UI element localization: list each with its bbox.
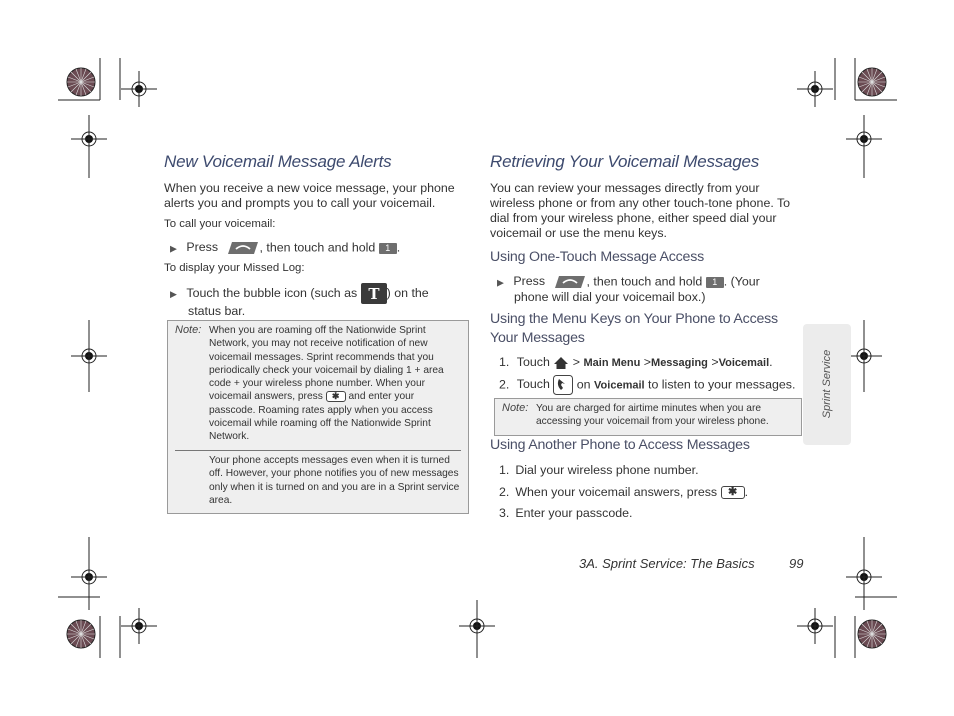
right-intro: You can review your messages directly from your wireless phone or from any other touch-tone phone. To dial from your wireless phone, either speed dial your voicemail or use the menu keys. xyxy=(490,181,791,240)
one-touch-step: ▶ Press , then touch and hold 1 . (Your phone will dial your voicemail box.) xyxy=(497,274,760,305)
right-note-box xyxy=(494,398,802,436)
footer-section: 3A. Sprint Service: The Basics xyxy=(579,556,755,571)
home-icon xyxy=(553,356,569,370)
bullet-icon: ▶ xyxy=(170,288,177,299)
voicemail-icon xyxy=(553,375,573,395)
call-voicemail-label: To call your voicemail: xyxy=(164,218,276,230)
svg-text:T: T xyxy=(368,285,380,303)
side-tab xyxy=(803,324,851,445)
menu-step-2: 2. Touch on Voicemail to listen to your messages. xyxy=(499,375,809,395)
another-step-2: 2. When your voicemail answers, press ✱ . xyxy=(499,485,749,499)
note-text: You are charged for airtime minutes when you are accessing your voicemail from your wireless phone. xyxy=(536,403,769,428)
note-label: Note: xyxy=(175,324,202,336)
another-step-1: 1. Dial your wireless phone number. xyxy=(499,463,699,477)
another-phone-heading: Using Another Phone to Access Messages xyxy=(490,437,750,453)
another-step-3: 3. Enter your passcode. xyxy=(499,506,633,520)
menu-step-1: 1. Touch > Main Menu >Messaging >Voicemail. xyxy=(499,355,773,369)
left-intro: When you receive a new voice message, your phone alerts you and prompts you to call your voicemail. xyxy=(164,181,455,210)
key-1: 1 xyxy=(379,243,397,254)
missed-log-step: ▶ Touch the bubble icon (such as T ) on the status bar. xyxy=(170,285,429,318)
bullet-icon: ▶ xyxy=(170,243,177,254)
bubble-t-icon xyxy=(361,283,387,304)
menu-keys-heading: Using the Menu Keys on Your Phone to Access Your Messages xyxy=(490,311,778,346)
key-1: 1 xyxy=(706,277,724,288)
note-label: Note: xyxy=(502,402,529,414)
left-note-box xyxy=(167,320,469,514)
star-key-icon: ✱ xyxy=(326,391,346,402)
note-divider xyxy=(175,450,461,451)
call-voicemail-step: ▶ Press , then touch and hold 1 . xyxy=(170,240,401,255)
star-key-icon: ✱ xyxy=(721,486,745,499)
missed-log-label: To display your Missed Log: xyxy=(164,262,305,274)
bullet-icon: ▶ xyxy=(497,277,504,288)
page-number: 99 xyxy=(789,556,804,571)
note-paragraph-1: When you are roaming off the Nationwide Sprint Network, you may not receive notification of new voicemail messages. Sprint recommends that you periodically check your voicemail by dialing 1 + area code + your wireless phone number. When your voicemail answers, press ✱ and enter your passcode. Roaming rates apply when you access voicemail while roaming off the Nationwide Sprint Network. xyxy=(209,325,444,443)
side-tab-label: Sprint Service xyxy=(821,349,833,419)
phone-key-icon xyxy=(222,240,260,256)
note-paragraph-2: Your phone accepts messages even when it is turned off. However, your phone notifies you of new messages only when it is turned on and you are in a Sprint service area. xyxy=(209,455,460,506)
one-touch-heading: Using One-Touch Message Access xyxy=(490,249,705,265)
right-section-title: Retrieving Your Voicemail Messages xyxy=(490,152,760,171)
left-section-title: New Voicemail Message Alerts xyxy=(164,152,392,171)
phone-key-icon xyxy=(549,274,587,290)
